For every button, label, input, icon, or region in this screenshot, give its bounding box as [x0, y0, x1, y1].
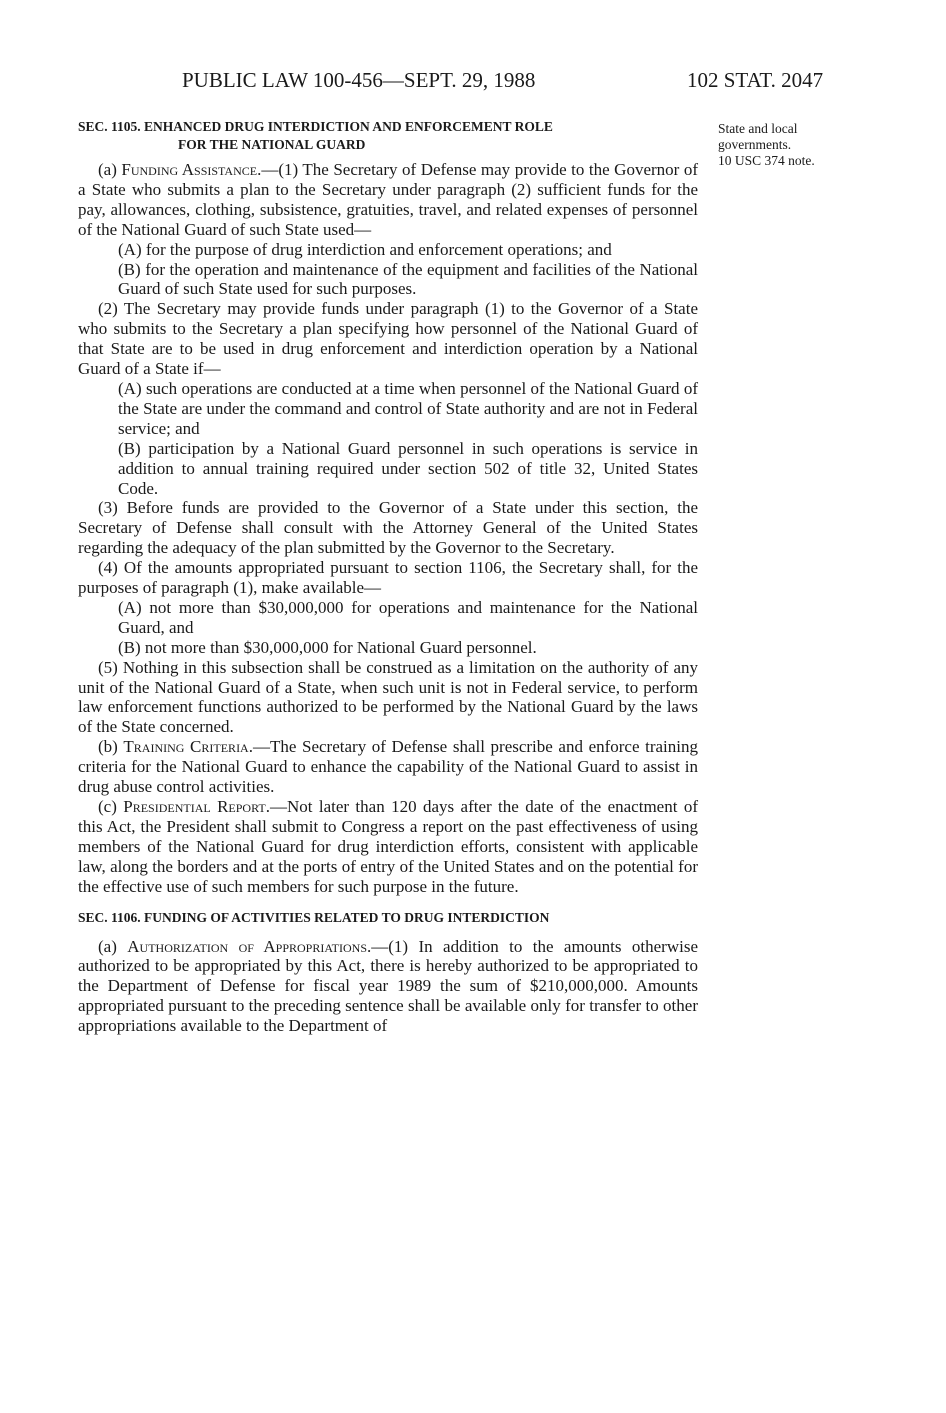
subsection-caption: Presidential Report	[123, 797, 266, 816]
section-1105-heading	[78, 118, 698, 154]
running-head-title: PUBLIC LAW 100-456—SEPT. 29, 1988	[182, 68, 536, 92]
subsection-c-presidential-report	[78, 797, 698, 897]
subsection-caption: Authorization of Appropriations	[127, 936, 368, 956]
clause-a4-A: (A) not more than $30,000,000 for operations and maintenance for the National Guard, and	[118, 597, 698, 637]
statute-page-number: 102 STAT. 2047	[687, 68, 824, 92]
margin-note	[718, 121, 918, 169]
paragraph-a4: (4) Of the amounts appropriated pursuant to section 1106, the Secretary shall, for the purposes of paragraph (1), make available—	[78, 558, 698, 598]
clause-a4-B: (B) not more than $30,000,000 for National Guard personnel.	[118, 637, 537, 657]
clause-a2-B: (B) participation by a National Guard personnel in such operations is service in addition to annual training required under section 502 of title 32, United States Code.	[118, 438, 698, 498]
margin-note-line: governments.	[718, 137, 792, 152]
paragraph-a3: (3) Before funds are provided to the Governor of a State under this section, the Secretary of Defense shall consult with the Attorney General of the United States regarding the adequacy of the plan submitted by the Governor to the Secretary.	[78, 498, 698, 558]
subsection-text: .—The Secretary of Defense shall prescribe and enforce training criteria for the National Guard to enhance the capability of the National Guard to assist in drug abuse control activities.	[78, 737, 698, 797]
clause-a1-B: (B) for the operation and maintenance of the equipment and facilities of the National Guard of such State used for such purposes.	[118, 259, 698, 299]
subsection-b-training-criteria	[78, 737, 698, 797]
section-heading-line: FOR THE NATIONAL GUARD	[178, 137, 366, 152]
subsection-a-funding-assistance	[78, 160, 698, 240]
clause-a1-A: (A) for the purpose of drug interdiction and enforcement operations; and	[118, 239, 612, 259]
subsection-text: .—Not later than 120 days after the date of the enactment of this Act, the President shall submit to Congress a report on the past effectiveness of using members of the National Guard for drug interdiction efforts, consistent with applicable law, along the borders and at the ports of entry of the United States and on the potential for the effective use of such members for such purpose in the future.	[78, 797, 698, 896]
subsection-label: (a)	[98, 936, 128, 956]
subsection-label: (a)	[98, 160, 122, 179]
section-1106-heading: SEC. 1106. FUNDING OF ACTIVITIES RELATED TO DRUG INTERDICTION	[78, 909, 550, 925]
subsection-text: .—(1) The Secretary of Defense may provide to the Governor of a State who submits a plan to the Secretary under paragraph (2) sufficient funds for the pay, allowances, clothing, subsistence, gratuities, travel, and related expenses of personnel of the National Guard of such State used—	[78, 160, 698, 239]
page-header	[0, 68, 946, 98]
subsection-a-authorization-of-appropriations	[78, 937, 698, 1037]
subsection-caption: Funding Assistance	[121, 160, 258, 179]
paragraph-a5: (5) Nothing in this subsection shall be construed as a limitation on the authority of any unit of the National Guard of a State, when such unit is not in Federal service, to perform law enforcement functions authorized to be performed by the National Guard by the laws of the State concerned.	[78, 657, 698, 737]
subsection-label: (b)	[98, 737, 124, 757]
margin-note-citation: 10 USC 374 note.	[718, 153, 815, 168]
document-body	[78, 118, 698, 1036]
section-heading-line: SEC. 1105. ENHANCED DRUG INTERDICTION AND ENFORCEMENT ROLE	[78, 119, 553, 134]
margin-note-line: State and local	[718, 121, 798, 136]
subsection-caption: Training Criteria	[123, 737, 249, 757]
paragraph-a2: (2) The Secretary may provide funds under paragraph (1) to the Governor of a State who submits to the Secretary a plan specifying how personnel of the National Guard of that State are to be used in drug enforcement and interdiction operation by a National Guard of a State if—	[78, 299, 698, 379]
clause-a2-A: (A) such operations are conducted at a time when personnel of the National Guard of the State are under the command and control of State authority and are not in Federal service; and	[118, 378, 698, 438]
subsection-label: (c)	[98, 797, 124, 816]
subsection-text: .—(1) In addition to the amounts otherwise authorized to be appropriated by this Act, there is hereby authorized to be appropriated to the Department of Defense for fiscal year 1989 the sum of $210,000,000. Amounts appropriated pursuant to the preceding sentence shall be available only for transfer to other appropriations available to the Department of	[78, 936, 698, 1036]
